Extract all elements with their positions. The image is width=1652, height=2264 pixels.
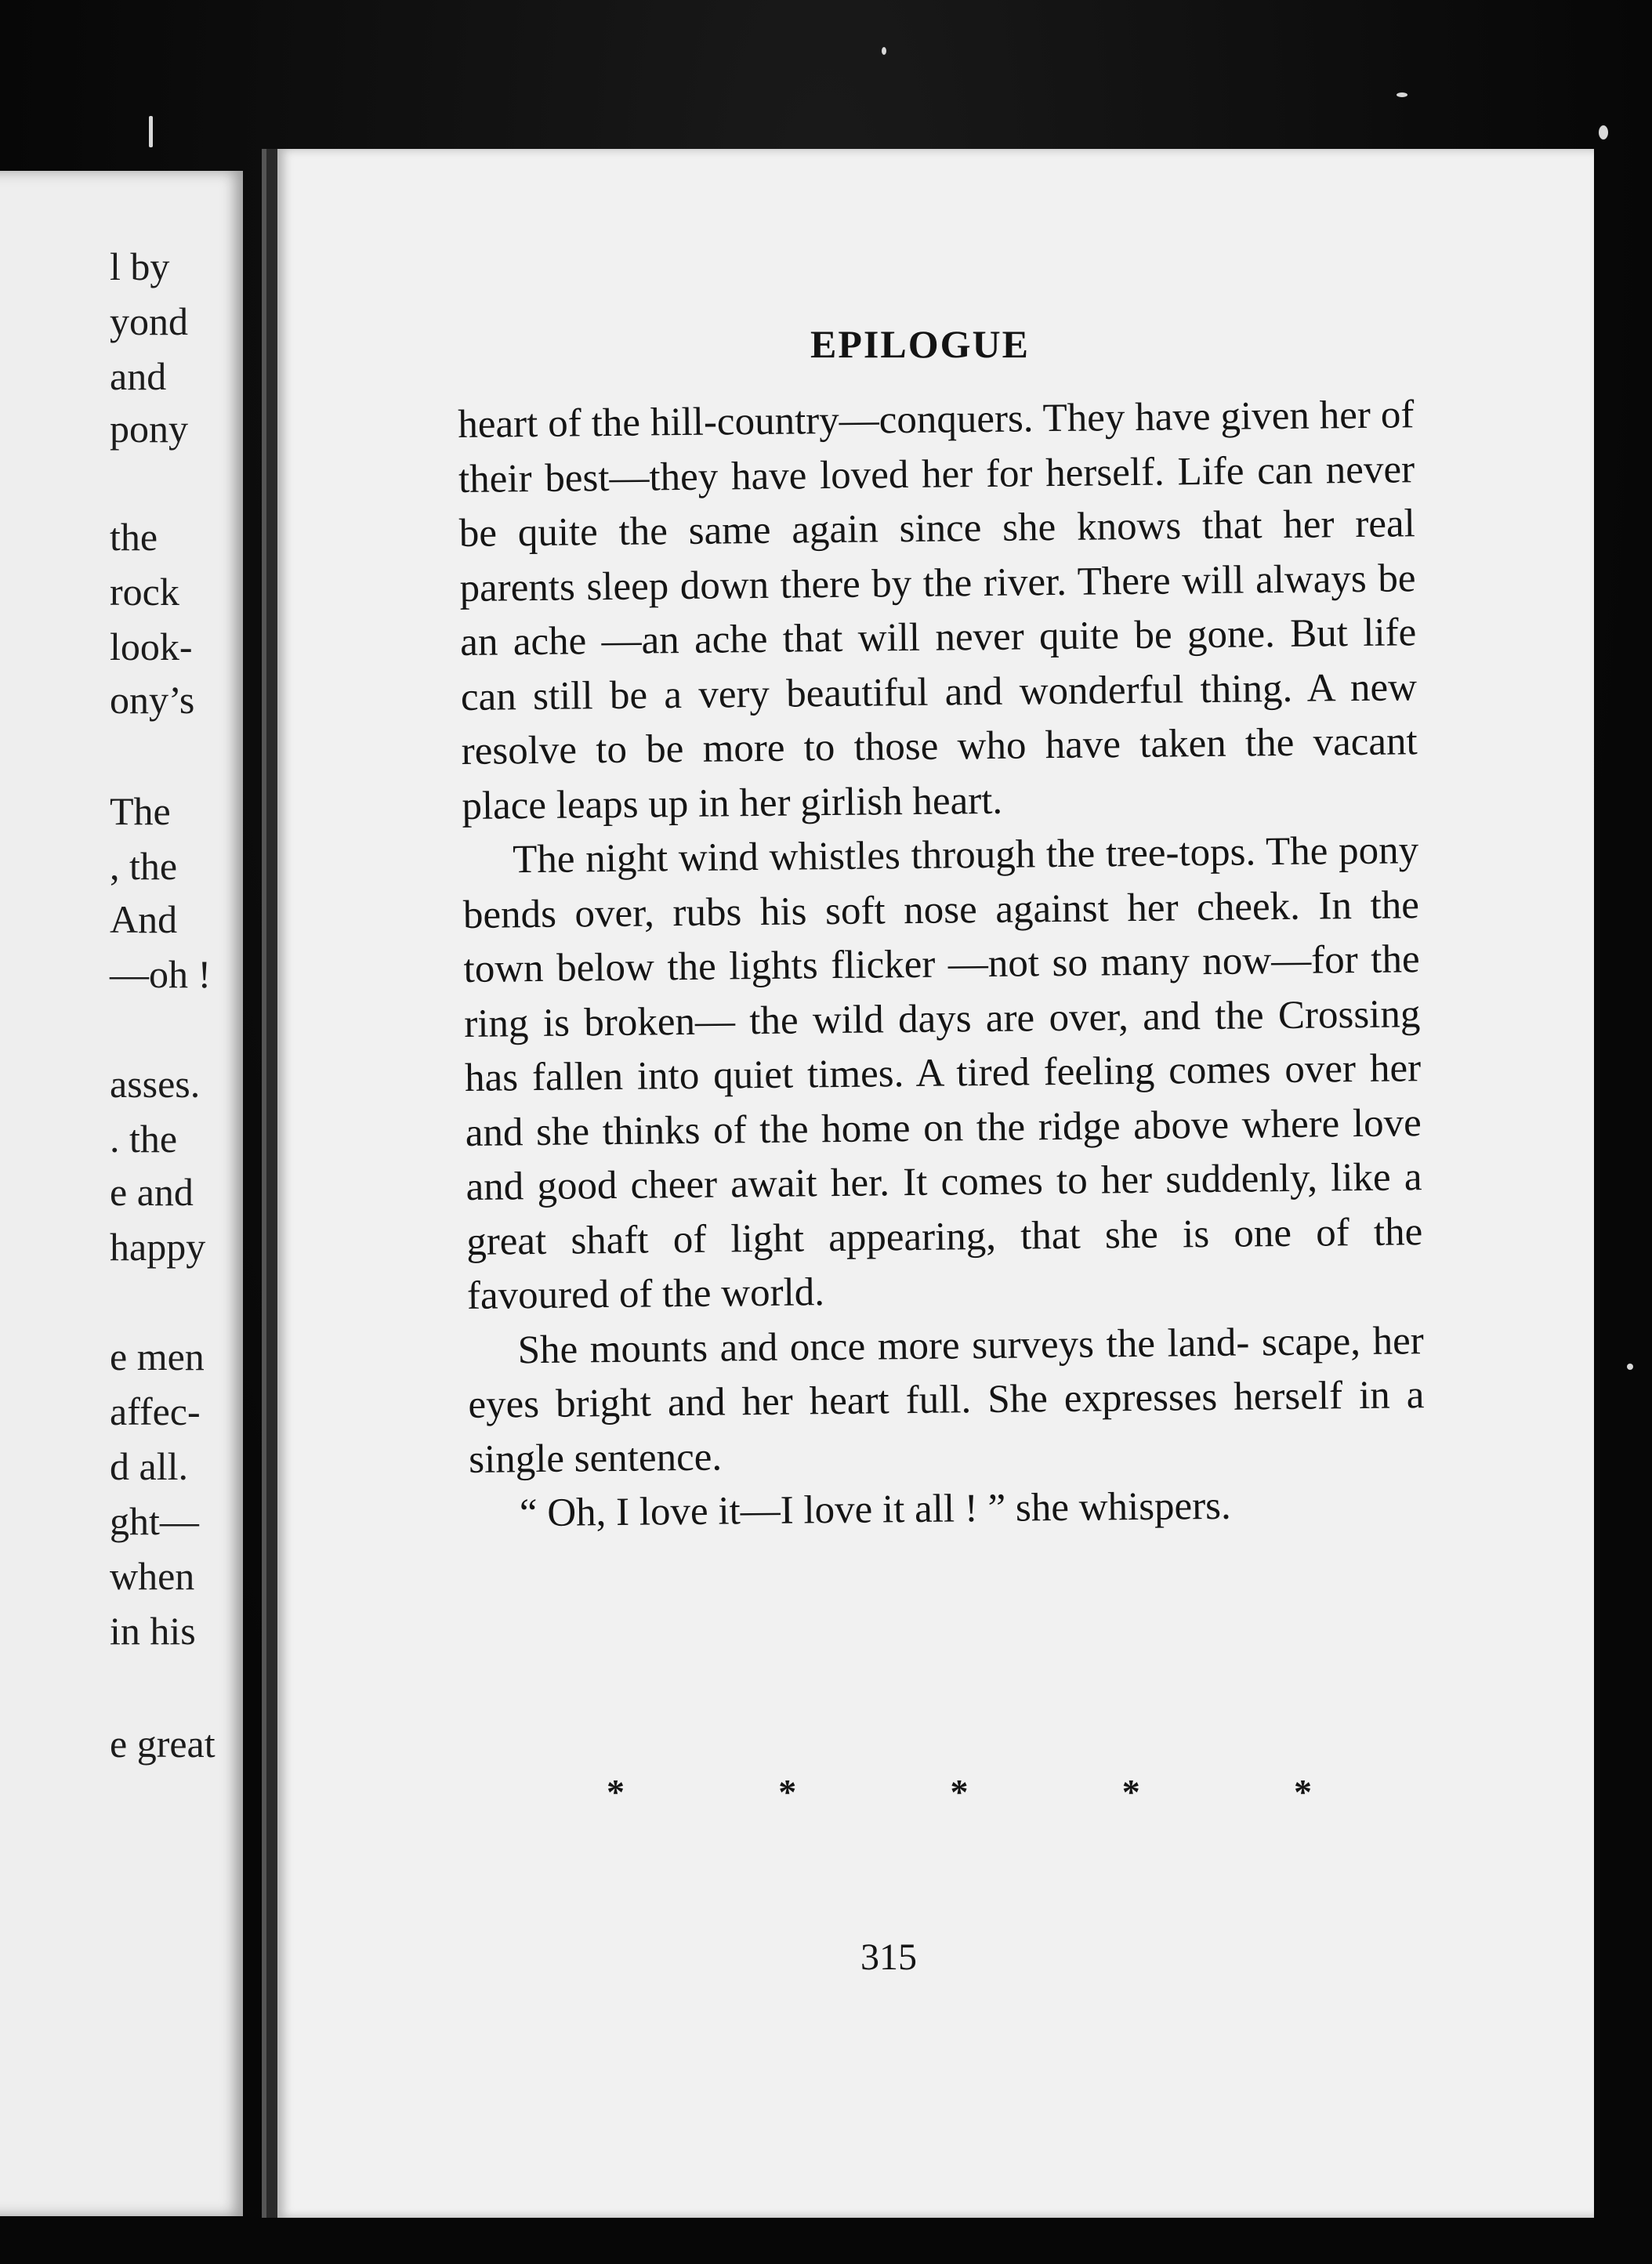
dust-speck [1397,92,1407,97]
paragraph: The night wind whistles through the tree-tops. The pony bends over, rubs his soft nose against her cheek. In the town below the lights flicker —not so many now—for the ring is broken— the wild days are over, and the Crossing has fallen into quiet times. A tired feeling comes over her and she thinks of the home on the ridge above where love and good cheer await her. It comes to her suddenly, like a great shaft of light appearing, that she is one of the favoured of the world. [462,828,1423,1318]
cut-off-text-line: The [110,789,171,833]
asterisk: * [1294,1772,1312,1812]
cut-off-text-line: in his [110,1609,196,1653]
cut-off-text-line: —oh ! [110,952,212,996]
asterisk: * [950,1772,969,1812]
cut-off-text-line: the [110,515,158,559]
cut-off-text-line: pony [110,407,188,451]
cut-off-text-line: ony’s [110,678,195,722]
dust-speck [1599,125,1608,139]
cut-off-text-line: and [110,354,167,398]
asterisk: * [1121,1772,1140,1812]
paragraph: She mounts and once more surveys the land- scape, her eyes bright and her heart full. She expresses herself in a single sentence. [468,1318,1425,1482]
body-text [458,388,1426,1541]
cut-off-text-line: And [110,897,178,941]
asterisk: * [778,1772,797,1812]
cut-off-text-line: happy [110,1225,206,1269]
previous-page-fragment [0,171,243,2216]
cut-off-text-line: rock [110,570,179,614]
book-page [266,149,1594,2218]
closing-quote: “ Oh, I love it—I love it all ! ” she whispers. [519,1483,1232,1536]
cut-off-text-line: when [110,1554,195,1598]
dust-speck [1627,1364,1633,1370]
cut-off-text-line: l by [110,245,170,288]
cut-off-text-line: e men [110,1335,205,1378]
cut-off-text-line: look- [110,625,193,668]
dust-speck [149,116,153,147]
cut-off-text-line: ght— [110,1499,199,1543]
dust-speck [882,47,886,55]
cut-off-text-line: e great [110,1722,216,1766]
section-break [607,1771,1312,1813]
cut-off-text-line: , the [110,844,178,888]
page-number: 315 [860,1936,917,1978]
cut-off-text-line: e and [110,1170,194,1214]
chapter-heading: EPILOGUE [810,322,1030,366]
cut-off-text-line: . the [110,1117,178,1161]
asterisk: * [607,1772,625,1812]
paragraph-continued: heart of the hill-country—conquers. They have given her of their best—they have loved her for herself. Life can never be quite the same again since she knows that her real parents sleep down there by the river. There will always be an ache —an ache that will never quite be gone. But life can still be a very beautiful and wonderful thing. A new resolve to be more to those who have taken the vacant place leaps up in her girlish heart. [458,393,1418,828]
cut-off-text-line: d all. [110,1444,188,1488]
cut-off-text-line: affec- [110,1389,201,1433]
cut-off-text-line: asses. [110,1062,201,1106]
cut-off-text-line: yond [110,299,188,343]
